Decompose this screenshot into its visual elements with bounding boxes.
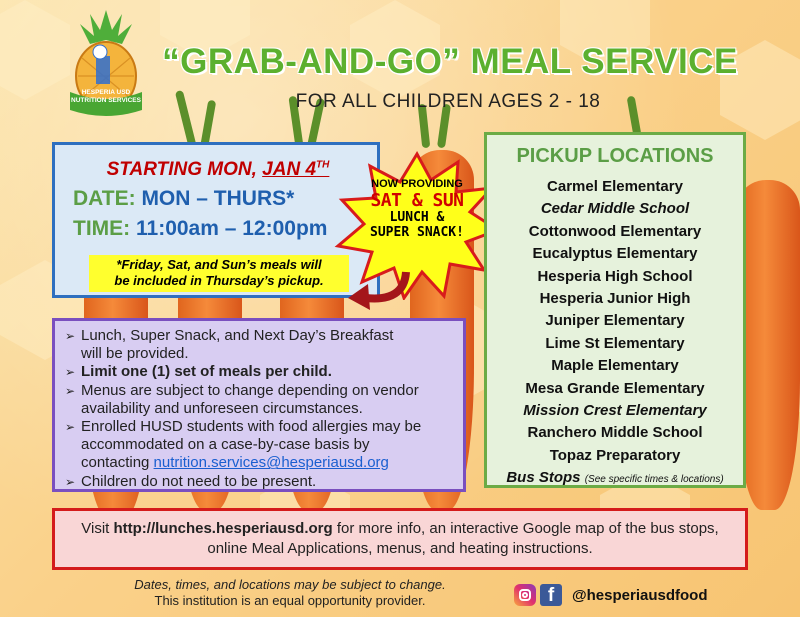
note-line-2: be included in Thursday’s pickup. <box>114 273 324 289</box>
logo-text: HESPERIA USD NUTRITION SERVICES <box>71 89 141 104</box>
location-item: Eucalyptus Elementary <box>532 245 698 263</box>
info-list <box>65 327 455 491</box>
info-text: contacting <box>81 454 154 472</box>
bus-stops-label: Bus Stops <box>506 469 581 487</box>
info-text: Menus are subject to change depending on vendor <box>81 381 419 399</box>
visit-prefix: Visit <box>81 520 114 537</box>
start-date-suffix: TH <box>316 159 330 171</box>
location-item: Carmel Elementary <box>547 178 683 195</box>
info-text: Lunch, Super Snack, and Next Day’s Breakfast <box>81 327 394 344</box>
locations-list <box>487 176 743 467</box>
location-item: Hesperia High School <box>537 267 693 285</box>
date-label: DATE: <box>73 187 142 210</box>
info-text: Enrolled HUSD students with food allergies may be <box>81 418 422 436</box>
list-item <box>65 418 455 473</box>
visit-line-1 <box>55 519 745 539</box>
info-text: Children do not need to be present. <box>81 472 317 490</box>
arrow-bullet-icon: ➢ <box>65 329 76 343</box>
location-item: Mission Crest Elementary <box>523 401 707 419</box>
locations-title: PICKUP LOCATIONS <box>516 145 714 167</box>
list-item <box>65 382 455 418</box>
page-subtitle: FOR ALL CHILDREN AGES 2 - 18 <box>295 91 601 112</box>
footer-disclaimer <box>100 577 480 609</box>
list-item <box>65 327 455 363</box>
start-prefix: STARTING MON, <box>106 159 263 180</box>
info-text: accommodated on a case-by-case basis by <box>81 436 370 454</box>
start-date-text: JAN 4 <box>262 159 317 180</box>
start-date-line <box>73 159 363 181</box>
curved-arrow-icon <box>344 268 410 312</box>
time-value: 11:00am – 12:00pm <box>136 217 328 240</box>
location-item: Ranchero Middle School <box>527 424 703 442</box>
date-row <box>73 187 363 211</box>
location-item: Hesperia Junior High <box>539 289 691 307</box>
start-date <box>262 159 329 180</box>
visit-box <box>52 508 748 570</box>
social-links <box>514 583 707 607</box>
facebook-icon[interactable]: f <box>540 584 562 606</box>
location-item: Cedar Middle School <box>540 200 690 218</box>
date-value: MON – THURS* <box>141 187 295 210</box>
page-title: “GRAB-AND-GO” MEAL SERVICE <box>162 42 738 81</box>
footer-line-1: Dates, times, and locations may be subject to change. <box>134 577 446 592</box>
location-item: Mesa Grande Elementary <box>525 379 705 397</box>
starburst-text <box>360 178 474 241</box>
arrow-bullet-icon: ➢ <box>65 383 76 398</box>
location-item: Maple Elementary <box>551 357 679 375</box>
arrow-bullet-icon: ➢ <box>65 474 76 489</box>
list-item <box>65 473 455 491</box>
list-item <box>65 363 455 381</box>
location-item: Lime St Elementary <box>545 334 685 352</box>
burst-line-4: SUPER SNACK! <box>370 224 464 240</box>
bus-stops-note: (See specific times & locations) <box>584 474 724 486</box>
visit-line-2: online Meal Applications, menus, and heating instructions. <box>207 540 593 557</box>
info-text: availability and unforeseen circumstances. <box>81 399 363 417</box>
arrow-bullet-icon: ➢ <box>65 365 76 380</box>
weekend-note <box>89 255 349 292</box>
schedule-box <box>52 142 380 298</box>
location-item: Topaz Preparatory <box>549 446 681 464</box>
pickup-locations-box <box>484 132 746 488</box>
location-item: Cottonwood Elementary <box>528 222 702 240</box>
note-line-1: *Friday, Sat, and Sun’s meals will <box>116 257 322 272</box>
bus-stops-line <box>487 469 743 486</box>
info-text-bold: Limit one (1) set of meals per child. <box>81 363 332 381</box>
burst-line-1: NOW PROVIDING <box>371 178 463 190</box>
arrow-bullet-icon: ➢ <box>65 420 76 435</box>
footer-line-2: This institution is an equal opportunity provider. <box>154 593 426 608</box>
burst-line-2: SAT & SUN <box>370 190 464 211</box>
social-handle: @hesperiausdfood <box>572 586 708 604</box>
time-row <box>73 217 363 241</box>
visit-text: for more info, an interactive Google map of the bus stops, <box>332 520 719 537</box>
info-text: will be provided. <box>81 345 189 363</box>
email-link[interactable]: nutrition.services@hesperiausd.org <box>153 454 389 472</box>
instagram-icon[interactable] <box>514 584 536 606</box>
burst-line-3: LUNCH & <box>389 210 445 225</box>
location-item: Juniper Elementary <box>545 312 685 330</box>
website-link[interactable]: http://lunches.hesperiausd.org <box>113 520 333 537</box>
time-label: TIME: <box>73 217 136 240</box>
info-box <box>52 318 466 492</box>
